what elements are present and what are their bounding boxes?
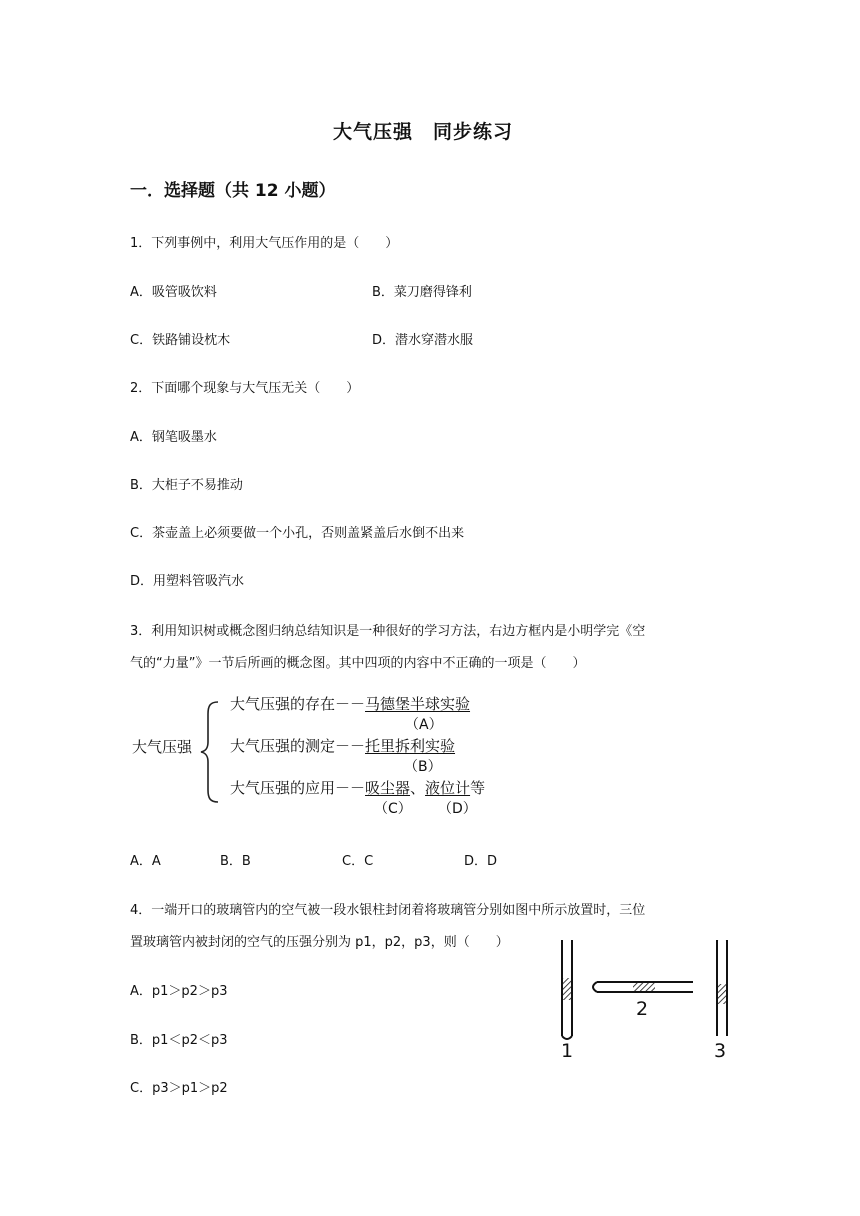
concept-branch-2 — [230, 735, 455, 756]
concept-branch-3-prefix: 大气压强的应用－－ — [230, 779, 366, 797]
question-2-option-c: C．茶壶盖上必须要做一个小孔，否则盖紧盖后水倒不出来 — [130, 526, 465, 541]
tube-3 — [717, 940, 727, 1036]
concept-branch-1-item: 马德堡半球实验 — [365, 695, 471, 713]
tube-label-1: 1 — [561, 1040, 574, 1062]
concept-branch-3-suffix: 等 — [470, 779, 486, 797]
concept-branch-1 — [230, 693, 470, 714]
question-3-stem-line-2: 气的“力量”》一节后所画的概念图。其中四项的内容中不正确的一项是（ ） — [130, 656, 586, 671]
question-3-option-b: B．B — [220, 854, 251, 869]
concept-branch-2-item: 托里拆利实验 — [365, 737, 456, 755]
question-4-option-c: C．p3＞p1＞p2 — [130, 1081, 228, 1096]
question-2-option-a: A．钢笔吸墨水 — [130, 430, 217, 445]
concept-tag-d: （D） — [438, 801, 477, 817]
page-title: 大气压强 同步练习 — [333, 121, 514, 143]
question-3-stem-line-1: 3．利用知识树或概念图归纳总结知识是一种很好的学习方法，右边方框内是小明学完《空 — [130, 624, 646, 639]
tube-1 — [562, 940, 572, 1039]
question-1-option-c: C．铁路铺设枕木 — [130, 333, 231, 348]
tube-label-3: 3 — [714, 1040, 727, 1062]
concept-tag-c: （C） — [374, 801, 412, 817]
question-2-option-d: D．用塑料管吸汽水 — [130, 574, 245, 589]
question-4-option-b: B．p1＜p2＜p3 — [130, 1033, 228, 1048]
concept-branch-3-item-1: 吸尘器 — [365, 779, 411, 797]
question-1-stem: 1．下列事例中，利用大气压作用的是（ ） — [130, 236, 399, 251]
glass-tube-drawing — [555, 940, 740, 1040]
concept-tag-a: （A） — [405, 717, 443, 733]
tube-label-2: 2 — [636, 998, 649, 1020]
question-2-option-b: B．大柜子不易推动 — [130, 478, 243, 493]
question-1-option-d: D．潜水穿潜水服 — [372, 333, 474, 348]
question-4-option-a: A．p1＞p2＞p3 — [130, 984, 228, 999]
concept-branch-3-item-2: 液位计 — [425, 779, 471, 797]
question-4-stem-line-2: 置玻璃管内被封闭的空气的压强分别为 p1，p2，p3，则（ ） — [130, 935, 509, 950]
concept-branch-3 — [230, 777, 485, 798]
question-4-stem-line-1: 4．一端开口的玻璃管内的空气被一段水银柱封闭着将玻璃管分别如图中所示放置时，三位 — [130, 903, 646, 918]
concept-branch-2-prefix: 大气压强的测定－－ — [230, 737, 366, 755]
tube-2 — [593, 982, 693, 992]
concept-branch-1-prefix: 大气压强的存在－－ — [230, 695, 366, 713]
question-1-option-a: A．吸管吸饮料 — [130, 285, 217, 300]
question-1-option-b: B．菜刀磨得锋利 — [372, 285, 472, 300]
concept-root: 大气压强 — [132, 738, 193, 756]
question-2-stem: 2．下面哪个现象与大气压无关（ ） — [130, 381, 360, 396]
question-3-option-d: D．D — [464, 854, 498, 869]
curly-brace-icon — [198, 700, 222, 804]
section-heading: 一．选择题（共 12 小题） — [130, 181, 336, 201]
question-3-option-a: A．A — [130, 854, 161, 869]
concept-tag-b: （B） — [404, 759, 442, 775]
question-3-option-c: C．C — [342, 854, 374, 869]
concept-branch-3-separator: 、 — [410, 779, 426, 797]
